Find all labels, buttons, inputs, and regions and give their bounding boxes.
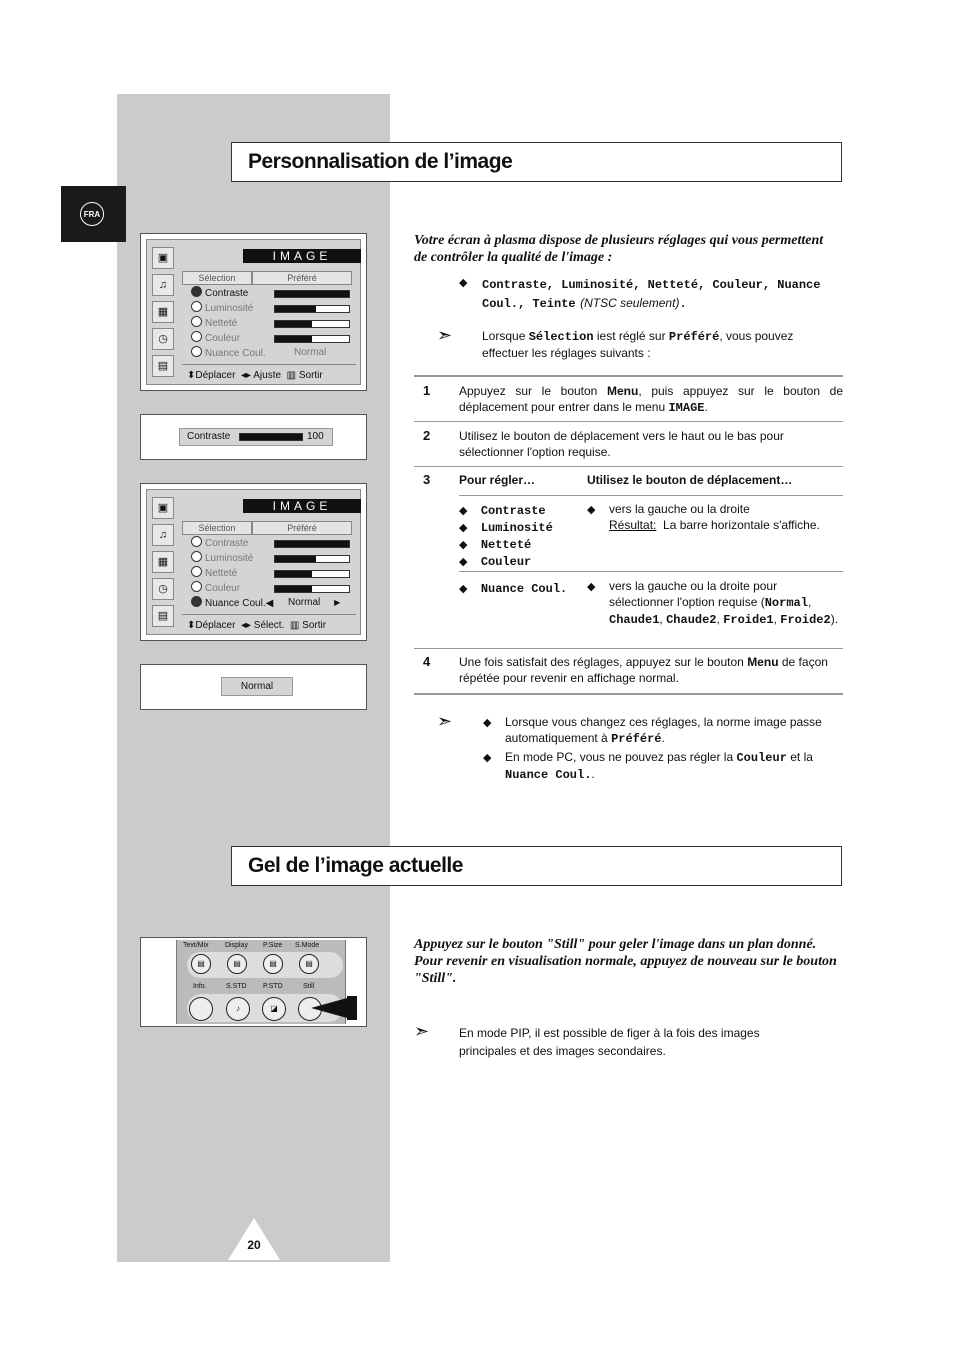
osd-row-nettete: Netteté [191, 566, 237, 580]
osd-header: IMAGE [243, 249, 361, 263]
normal-value: Normal [221, 677, 293, 696]
diamond-icon: ◆ [459, 505, 468, 517]
section2-intro: Appuyez sur le bouton "Still" pour geler l'image dans un plan donné. Pour revenir en visualisation normale, appuyez de nouveau sur le bouton "Still". [414, 937, 837, 986]
diamond-icon: ◆ [459, 539, 468, 551]
osd-nuance-value: Normal ▶ [288, 597, 341, 608]
osd-row-couleur: Couleur [191, 581, 240, 595]
pointer-arrow-icon [311, 994, 359, 1022]
remote-label-textmix: Text/Mix [183, 942, 209, 949]
pip-icon: ▤ [152, 355, 174, 377]
osd-bar-nettete [274, 320, 350, 328]
osd-row-luminosite: Luminosité [191, 301, 253, 315]
remote-label-smode: S.Mode [295, 942, 320, 949]
psize-button[interactable]: ▤ [263, 954, 283, 974]
clock-icon: ◷ [152, 328, 174, 350]
remote-label-sstd: S.STD [226, 983, 247, 990]
note-selection: Lorsque Sélection iest réglé sur Préféré, vous pouvez effectuer les réglages suivants : [482, 329, 794, 360]
contrast-bar-panel [140, 414, 367, 460]
step4-number: 4 [423, 654, 431, 669]
remote-label-still: Still [303, 983, 315, 990]
section1-intro: Votre écran à plasma dispose de plusieurs réglages qui vous permettent de contrôler la qualité de l'image : [414, 233, 824, 265]
teletext-button[interactable]: ▤ [191, 954, 211, 974]
osd-nuance-value: Normal [294, 347, 327, 358]
picture-icon: ▣ [152, 247, 174, 269]
osd-bar-luminosite [274, 305, 350, 313]
step3-direction2: vers la gauche ou la droite pour sélectionner l'option requise (Normal, Chaude1, Chaude2, Froide1, Froide2). [609, 579, 839, 627]
remote-label-pstd: P.STD [263, 983, 283, 990]
osd-row-couleur: Couleur [191, 331, 240, 345]
remote-label-display: Display [225, 942, 248, 949]
osd-footer: ⬍Déplacer ◂▸ Sélect. ▥ Sortir [187, 620, 327, 631]
clock-icon: ◷ [152, 578, 174, 600]
remote-panel [140, 937, 367, 1027]
osd-tab-preferred: Préféré [252, 271, 352, 285]
sstd-button[interactable]: ♪ [226, 997, 250, 1021]
osd-row-contraste: Contraste [191, 536, 248, 550]
osd-row-luminosite: Luminosité [191, 551, 253, 565]
osd-bar-nettete [274, 570, 350, 578]
page-number: 20 [247, 1238, 261, 1252]
remote-label-info: Info. [193, 983, 207, 990]
info-button[interactable] [189, 997, 213, 1021]
osd-tab-selection: Sélection [182, 271, 252, 285]
osd-bar-couleur [274, 585, 350, 593]
step1-number: 1 [423, 383, 431, 398]
note-auto-preferred: Lorsque vous changez ces réglages, la norme image passe automatiquement à Préféré. [505, 715, 822, 746]
section2-note: En mode PIP, il est possible de figer à la fois des images principales et des images secondaires. [459, 1026, 760, 1058]
step3-col1-header: Pour régler… [459, 473, 536, 487]
step2-text: Utilisez le bouton de déplacement vers le haut ou le bas pour sélectionner l'option requise. [459, 429, 784, 459]
section2-title-box [231, 846, 842, 886]
smode-button[interactable]: ▤ [299, 954, 319, 974]
diamond-icon: ◆ [587, 504, 596, 516]
diamond-icon: ◆ [459, 556, 468, 568]
section2-title: Gel de l’image actuelle [248, 854, 463, 877]
step3-col2-header: Utilisez le bouton de déplacement… [587, 473, 793, 487]
settings-list: Contraste, Luminosité, Netteté, Couleur, Nuance Coul., Teinte (NTSC seulement). [482, 278, 821, 311]
step3-items: ◆ Contraste ◆ Luminosité ◆ Netteté ◆ Couleur [459, 504, 553, 569]
section1-title: Personnalisation de l’image [248, 150, 513, 173]
contrast-bar-value: 100 [307, 431, 324, 442]
osd-footer: ⬍Déplacer ◂▸ Ajuste ▥ Sortir [187, 370, 323, 381]
contrast-bar-label: Contraste [187, 431, 231, 442]
normal-panel [140, 664, 367, 710]
osd-menu-panel-1 [140, 233, 367, 391]
sound-icon: ♫ [152, 274, 174, 296]
diamond-icon: ◆ [483, 752, 492, 764]
step3-item-nuance: ◆ Nuance Coul. [459, 582, 568, 596]
step4-text: Une fois satisfait des réglages, appuyez sur le bouton Menu de façon répétée pour revenir en affichage normal. [459, 655, 828, 685]
osd-bar-contraste [274, 540, 350, 548]
step2-number: 2 [423, 428, 431, 443]
arrow-note-icon: ➣ [414, 1021, 430, 1041]
osd-header: IMAGE [243, 499, 361, 513]
diamond-icon: ◆ [459, 277, 468, 289]
osd-row-contraste: Contraste [191, 286, 248, 300]
pstd-button[interactable]: ◪ [262, 997, 286, 1021]
step1-text: Appuyez sur le bouton Menu, puis appuyez sur le bouton de déplacement pour entrer dans le menu IMAGE. [459, 384, 844, 415]
osd-bar-contraste [274, 290, 350, 298]
step3-number: 3 [423, 472, 431, 487]
contrast-bar [239, 433, 303, 441]
osd-row-nuance: Nuance Coul. [191, 346, 266, 360]
diamond-icon: ◆ [459, 522, 468, 534]
diamond-icon: ◆ [483, 717, 492, 729]
diamond-icon: ◆ [587, 581, 596, 593]
arrow-note-icon: ➣ [437, 325, 453, 345]
sound-icon: ♫ [152, 524, 174, 546]
osd-bar-luminosite [274, 555, 350, 563]
setup-icon: ▦ [152, 551, 174, 573]
osd-row-nettete: Netteté [191, 316, 237, 330]
arrow-note-icon: ➣ [437, 711, 453, 731]
osd-bar-couleur [274, 335, 350, 343]
setup-icon: ▦ [152, 301, 174, 323]
osd-tab-preferred: Préféré [252, 521, 352, 535]
osd-menu-panel-2 [140, 483, 367, 641]
language-badge: FRA [80, 202, 104, 226]
display-button[interactable]: ▤ [227, 954, 247, 974]
osd-row-nuance: Nuance Coul.◀ [191, 596, 273, 610]
picture-icon: ▣ [152, 497, 174, 519]
osd-tab-selection: Sélection [182, 521, 252, 535]
note-pc-mode: En mode PC, vous ne pouvez pas régler la Couleur et la Nuance Coul.. [505, 750, 813, 782]
section1-title-box [231, 142, 842, 182]
pip-icon: ▤ [152, 605, 174, 627]
step3-direction1: vers la gauche ou la droite Résultat: La barre horizontale s'affiche. [609, 502, 820, 532]
remote-label-psize: P.Size [263, 942, 283, 949]
